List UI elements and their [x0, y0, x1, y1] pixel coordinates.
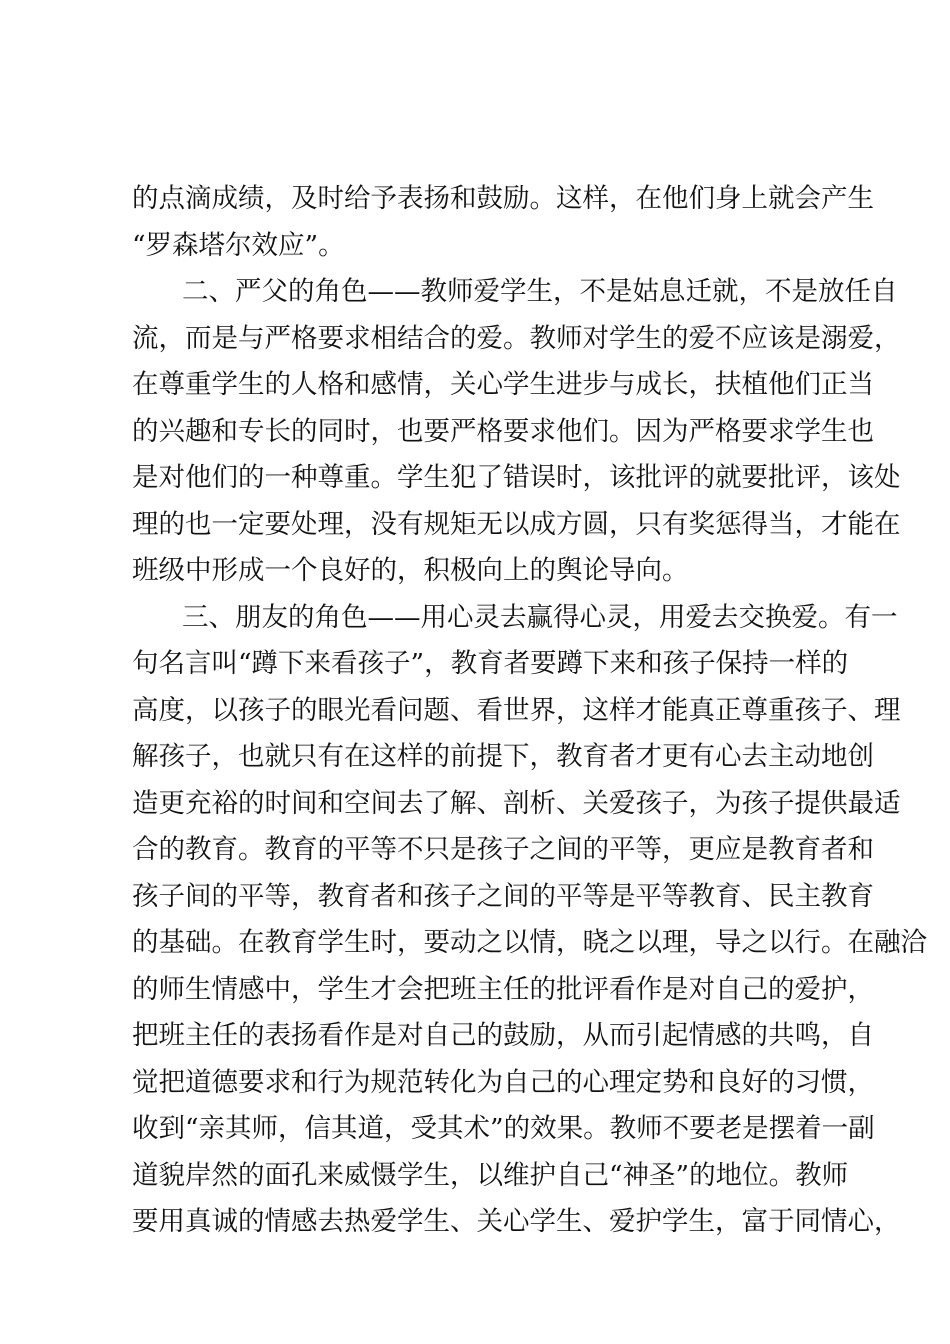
text-line: 是对他们的一种尊重。学生犯了错误时，该批评的就要批评，该处	[132, 462, 901, 493]
text-line: 班级中形成一个良好的，积极向上的舆论导向。	[132, 555, 689, 586]
text-line: 造更充裕的时间和空间去了解、剖析、关爱孩子，为孩子提供最适	[132, 788, 901, 819]
text-line: 解孩子，也就只有在这样的前提下，教育者才更有心去主动地创	[132, 741, 874, 772]
text-line: 收到“亲其师，信其道，受其术”的效果。教师不要老是摆着一副	[132, 1113, 875, 1144]
text-line: 的师生情感中，学生才会把班主任的批评看作是对自己的爱护，	[132, 974, 874, 1005]
text-line: “罗森塔尔效应”。	[132, 230, 345, 261]
text-line: 的兴趣和专长的同时，也要严格要求他们。因为严格要求学生也	[132, 416, 874, 447]
text-line: 把班主任的表扬看作是对自己的鼓励，从而引起情感的共鸣，自	[132, 1020, 874, 1051]
text-line: 句名言叫“蹲下来看孩子”，教育者要蹲下来和孩子保持一样的	[132, 648, 849, 679]
text-line: 道貌岸然的面孔来威慑学生，以维护自己“神圣”的地位。教师	[132, 1160, 849, 1191]
text-line: 在尊重学生的人格和感情，关心学生进步与成长，扶植他们正当	[132, 369, 874, 400]
text-line: 合的教育。教育的平等不只是孩子之间的平等，更应是教育者和	[132, 834, 874, 865]
text-line: 孩子间的平等，教育者和孩子之间的平等是平等教育、民主教育	[132, 881, 874, 912]
text-line: 高度，以孩子的眼光看问题、看世界，这样才能真正尊重孩子、理	[132, 695, 901, 726]
text-line: 的基础。在教育学生时，要动之以情，晓之以理，导之以行。在融洽	[132, 927, 927, 958]
text-line: 的点滴成绩，及时给予表扬和鼓励。这样，在他们身上就会产生	[132, 183, 874, 214]
text-line: 觉把道德要求和行为规范转化为自己的心理定势和良好的习惯，	[132, 1067, 874, 1098]
paragraph-first-line: 二、严父的角色——教师爱学生，不是姑息迁就，不是放任自	[182, 276, 898, 307]
text-line: 要用真诚的情感去热爱学生、关心学生、爱护学生，富于同情心，	[132, 1206, 901, 1237]
text-line: 理的也一定要处理，没有规矩无以成方圆，只有奖惩得当，才能在	[132, 509, 901, 540]
paragraph-first-line: 三、朋友的角色——用心灵去赢得心灵，用爱去交换爱。有一	[182, 602, 898, 633]
text-line: 流，而是与严格要求相结合的爱。教师对学生的爱不应该是溺爱，	[132, 323, 901, 354]
